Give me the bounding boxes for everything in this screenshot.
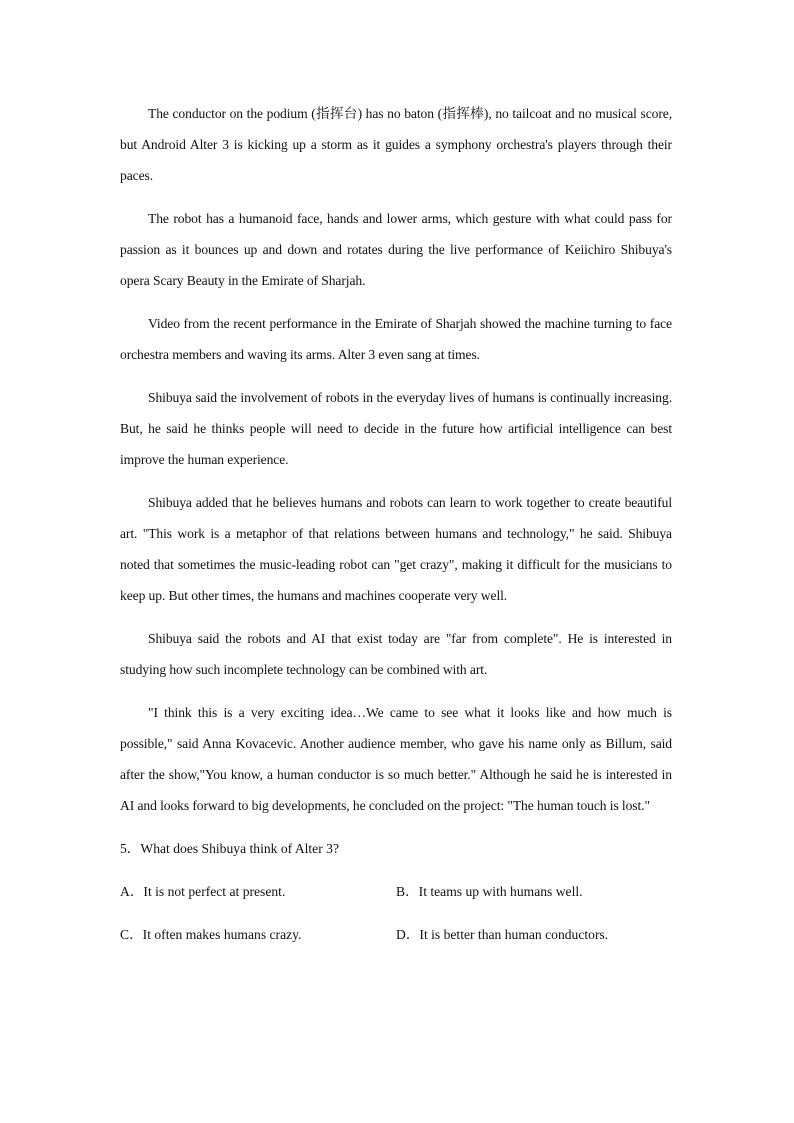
option-d-letter: D． <box>396 927 420 942</box>
passage-paragraph-4: Shibuya said the involvement of robots in the everyday lives of humans is continually increasing. But, he said he thinks people will need to decide in the future how artificial intelligence can best improve the human experience. <box>120 390 672 467</box>
option-c-letter: C． <box>120 927 143 942</box>
option-d-text: It is better than human conductors. <box>419 927 609 942</box>
option-b[interactable] <box>396 876 672 907</box>
option-c-text: It often makes humans crazy. <box>142 927 302 942</box>
option-b-text: It teams up with humans well. <box>418 884 583 899</box>
option-a-letter: A． <box>120 884 144 899</box>
option-a[interactable] <box>120 876 396 907</box>
passage-paragraph-3: Video from the recent performance in the Emirate of Sharjah showed the machine turning to face orchestra members and waving its arms. Alter 3 even sang at times. <box>120 316 672 362</box>
option-b-letter: B． <box>396 884 419 899</box>
passage-paragraph-1: The conductor on the podium (指挥台) has no baton (指挥棒), no tailcoat and no musical score, but Android Alter 3 is kicking up a storm as it guides a symphony orchestra's players through their paces. <box>120 106 672 183</box>
option-a-text: It is not perfect at present. <box>143 884 286 899</box>
passage-paragraph-2: The robot has a humanoid face, hands and lower arms, which gesture with what could pass for passion as it bounces up and down and rotates during the live performance of Keiichiro Shibuya's opera Scary Beauty in the Emirate of Sharjah. <box>120 211 672 288</box>
option-c[interactable] <box>120 919 396 950</box>
passage-paragraph-7: "I think this is a very exciting idea…We came to see what it looks like and how much is possible," said Anna Kovacevic. Another audience member, who gave his name only as Billum, said after the show,"You know, a human conductor is so much better." Although he said he is interested in AI and looks forward to big developments, he concluded on the project: "The human touch is lost." <box>120 705 672 813</box>
reading-passage <box>120 98 672 950</box>
passage-paragraph-5: Shibuya added that he believes humans and robots can learn to work together to create beautiful art. "This work is a metaphor of that relations between humans and technology," he said. Shibuya noted that sometimes the music-leading robot can "get crazy", making it difficult for the musicians to keep up. But other times, the humans and machines cooperate very well. <box>120 495 672 603</box>
option-d[interactable] <box>396 919 672 950</box>
question-5-stem: 5．What does Shibuya think of Alter 3? <box>120 841 339 856</box>
passage-paragraph-6: Shibuya said the robots and AI that exist today are "far from complete". He is interested in studying how such incomplete technology can be combined with art. <box>120 631 672 677</box>
answer-options <box>120 876 672 950</box>
